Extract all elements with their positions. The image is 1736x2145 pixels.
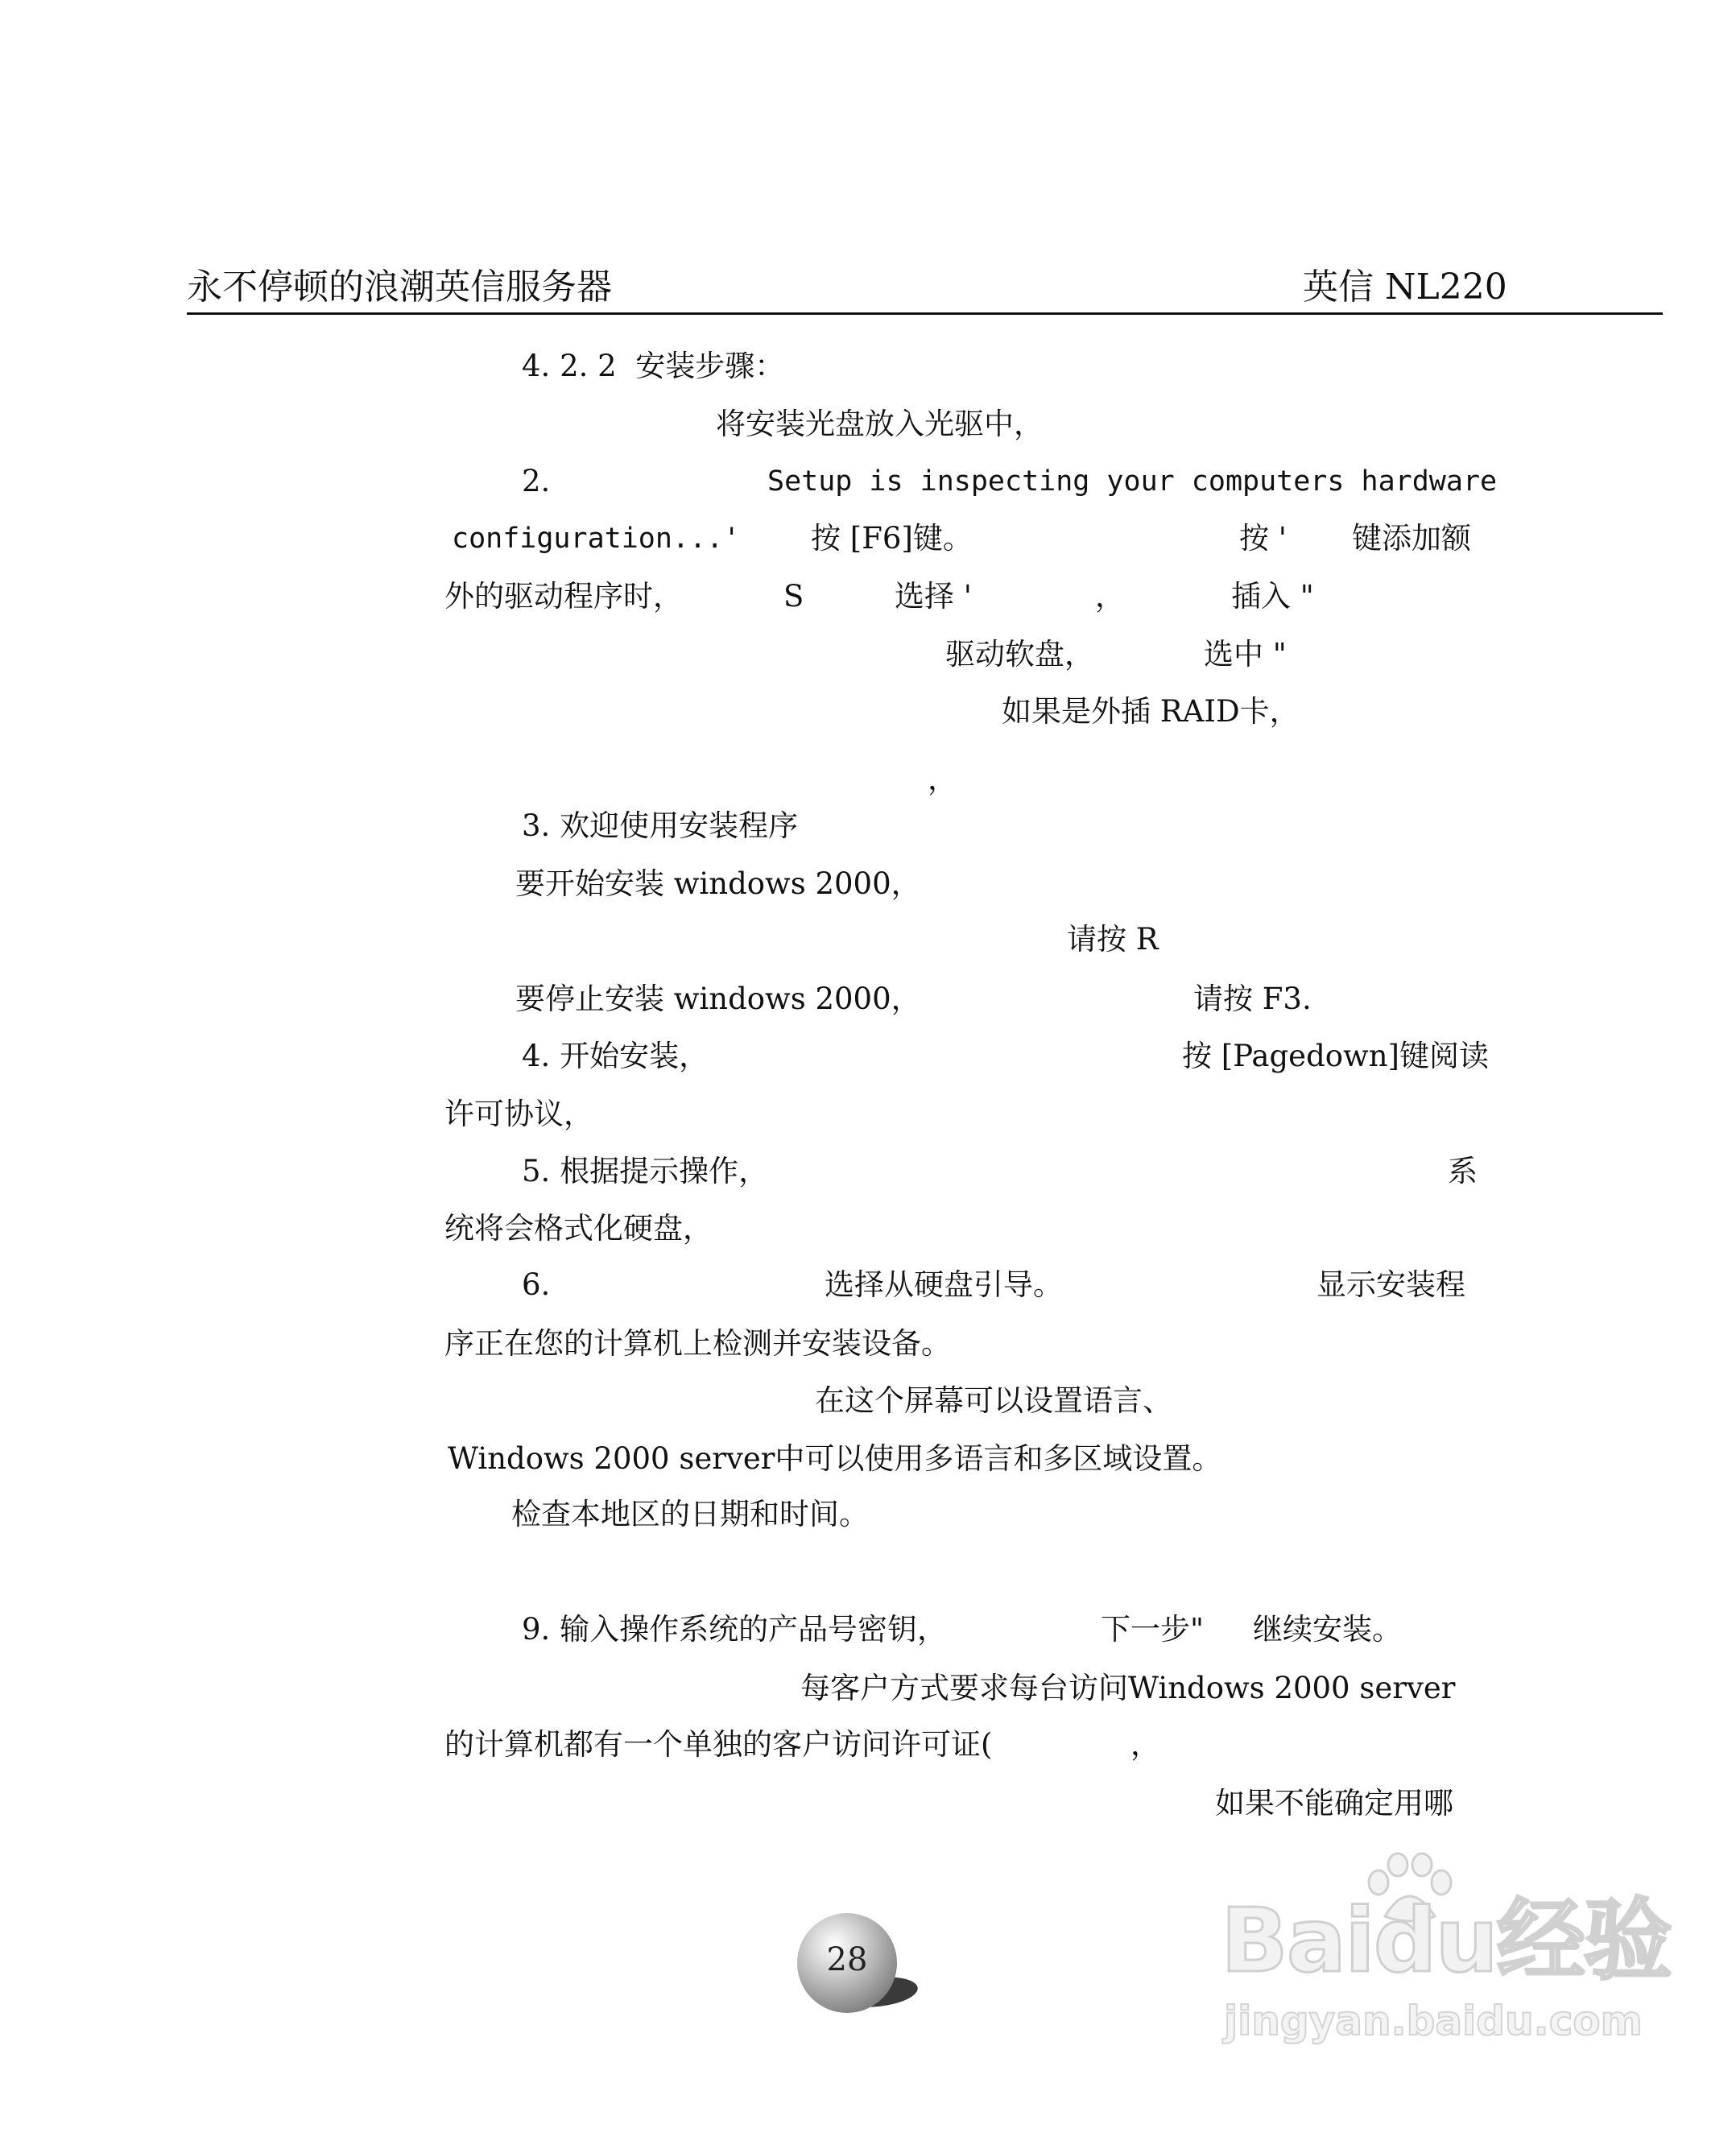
step-3-heading: 3. 欢迎使用安装程序 (522, 808, 799, 843)
step-5-text: 5. 根据提示操作， (522, 1154, 769, 1188)
step-2-text: configuration...' (452, 523, 741, 555)
step-6-text: 显示安装程 (1316, 1267, 1465, 1302)
step-2-text: 如果是外插 RAID卡， (1002, 694, 1300, 729)
step-2-text: 选择 ' (895, 579, 972, 614)
step-5-text: 系 (1448, 1154, 1478, 1188)
step-10-text: 的计算机都有一个单独的客户访问许可证( (444, 1727, 993, 1762)
step-3-text: 要开始安装 windows 2000， (515, 866, 921, 901)
step-2-text: 选中 " (1204, 637, 1287, 672)
step-2-number: 2. (522, 464, 551, 498)
step-6-text: 序正在您的计算机上检测并安装设备。 (444, 1326, 951, 1361)
step-1-text: 将安装光盘放入光驱中， (716, 407, 1044, 441)
step-2-text: ， (1095, 579, 1125, 614)
step-2-text: 插入 " (1231, 579, 1314, 614)
step-5-text: 统将会格式化硬盘， (444, 1211, 713, 1246)
step-6-number: 6. (522, 1267, 551, 1302)
step-3-text: 要停止安装 windows 2000， (515, 982, 921, 1016)
step-2-text: 按 ' (1239, 521, 1287, 556)
step-7-text: 在这个屏幕可以设置语言、 (815, 1383, 1172, 1418)
running-header-title: 永不停顿的浪潮英信服务器 (187, 267, 612, 308)
step-7-text: Windows 2000 server中可以使用多语言和多区域设置。 (448, 1441, 1222, 1476)
page-number: 28 (826, 1941, 868, 1978)
step-8-text: 检查本地区的日期和时间。 (511, 1497, 869, 1531)
watermark-url: jingyan.baidu.com (1224, 1998, 1643, 2044)
step-9-text: 下一步" (1101, 1612, 1205, 1647)
step-2-text: 键添加额 (1352, 521, 1471, 556)
watermark-brand: Baidu经验 (1221, 1889, 1671, 1992)
step-2-text: ， (928, 762, 957, 796)
step-9-text: 9. 输入操作系统的产品号密钥， (522, 1612, 948, 1647)
step-2-message: Setup is inspecting your computers hardware (767, 465, 1498, 498)
step-2-text: S (783, 579, 804, 614)
step-9-text: 继续安装。 (1253, 1612, 1402, 1647)
section-heading: 4. 2. 2 安装步骤： (522, 349, 785, 383)
step-4-text: 4. 开始安装， (522, 1039, 709, 1073)
step-2-text: 驱动软盘， (945, 637, 1094, 672)
step-2-text: 按 [F6]键。 (811, 521, 973, 556)
step-3-text: 请按 R (1067, 922, 1159, 957)
step-10-text: ， (1130, 1727, 1160, 1762)
running-header-model: 英信 NL220 (1303, 267, 1507, 308)
step-4-text: 按 [Pagedown]键阅读 (1182, 1039, 1489, 1073)
step-3-text: 请按 F3. (1193, 982, 1312, 1016)
step-6-text: 选择从硬盘引导。 (825, 1267, 1063, 1302)
step-2-text: 外的驱动程序时， (444, 579, 683, 614)
step-10-text: 如果不能确定用哪 (1215, 1786, 1453, 1821)
header-rule (187, 312, 1663, 315)
step-10-text: 每客户方式要求每台访问Windows 2000 server (800, 1671, 1456, 1705)
step-4-text: 许可协议， (444, 1097, 593, 1131)
